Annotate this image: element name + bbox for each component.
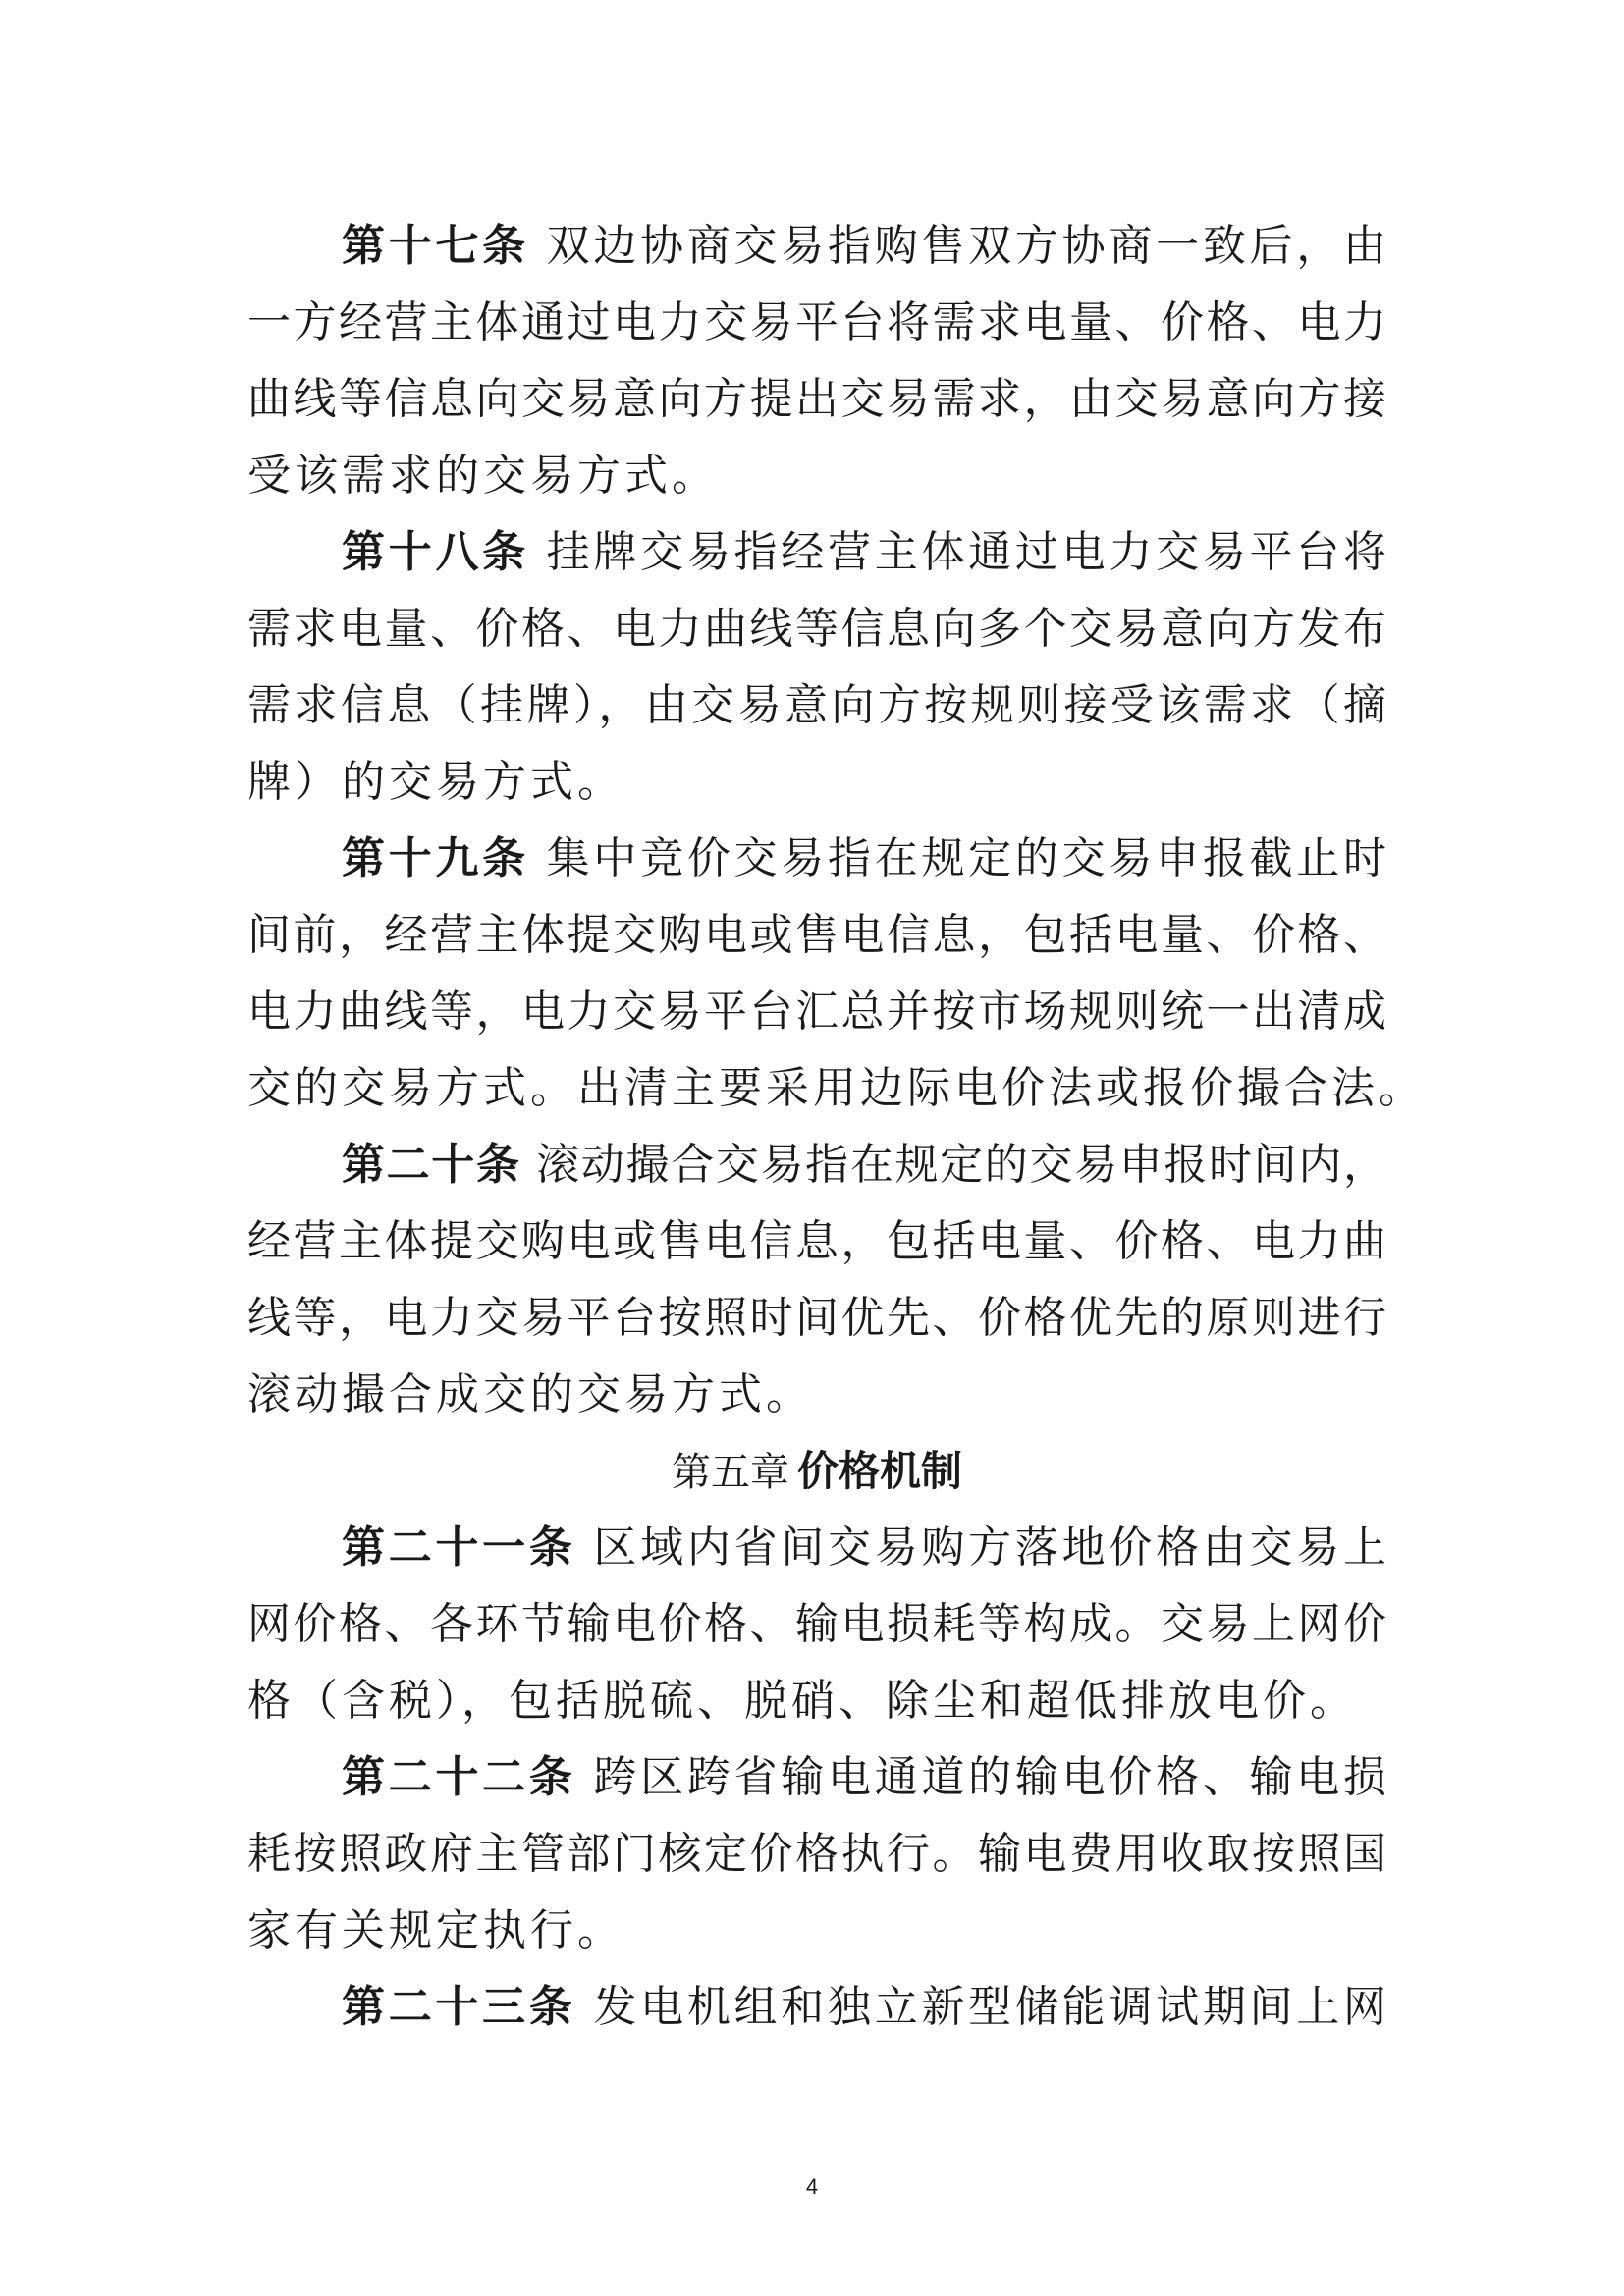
article-18-line-4: 牌）的交易方式。 xyxy=(247,757,624,807)
article-19-line-4: 交的交易方式。出清主要采用边际电价法或报价撮合法。 xyxy=(247,1063,1426,1113)
article-18-line-3: 需求信息（挂牌），由交易意向方按规则接受该需求（摘 xyxy=(247,680,1386,730)
article-22-title: 第二十二条 xyxy=(342,1752,576,1802)
article-19-line-3: 电力曲线等，电力交易平台汇总并按市场规则统一出清成 xyxy=(247,987,1386,1037)
article-18-line-1 xyxy=(342,523,1386,582)
article-20-text-1: 滚动撮合交易指在规定的交易申报时间内， xyxy=(536,1140,1386,1190)
article-17-line-4: 受该需求的交易方式。 xyxy=(247,451,719,501)
article-17-line-2: 一方经营主体通过电力交易平台将需求电量、价格、电力 xyxy=(247,297,1386,347)
article-19-line-1 xyxy=(342,829,1386,888)
article-17-line-1 xyxy=(342,217,1386,276)
article-17-line-3: 曲线等信息向交易意向方提出交易需求，由交易意向方接 xyxy=(247,374,1386,424)
article-22-text-1: 跨区跨省输电通道的输电价格、输电损 xyxy=(593,1752,1386,1802)
article-17-title: 第十七条 xyxy=(342,221,529,271)
article-22-line-2: 耗按照政府主管部门核定价格执行。输电费用收取按照国 xyxy=(247,1829,1386,1879)
article-21-line-2: 网价格、各环节输电价格、输电损耗等构成。交易上网价 xyxy=(247,1599,1386,1649)
article-22-line-1 xyxy=(342,1748,1386,1807)
article-21-text-1: 区域内省间交易购方落地价格由交易上 xyxy=(593,1522,1386,1573)
article-17-text-1: 双边协商交易指购售双方协商一致后，由 xyxy=(546,221,1387,271)
article-21-line-3: 格（含税），包括脱硫、脱硝、除尘和超低排放电价。 xyxy=(247,1676,1357,1726)
article-21-line-1 xyxy=(342,1519,1386,1577)
article-20-line-2: 经营主体提交购电或售电信息，包括电量、价格、电力曲 xyxy=(247,1216,1386,1266)
chapter-number: 第五章 xyxy=(671,1450,789,1495)
chapter-name: 价格机制 xyxy=(796,1447,962,1495)
article-18-title: 第十八条 xyxy=(342,527,529,577)
article-18-line-2: 需求电量、价格、电力曲线等信息向多个交易意向方发布 xyxy=(247,604,1386,654)
article-21-title: 第二十一条 xyxy=(342,1522,576,1573)
article-19-text-1: 集中竞价交易指在规定的交易申报截止时 xyxy=(546,833,1387,883)
chapter-heading xyxy=(247,1442,1386,1501)
article-23-title: 第二十三条 xyxy=(342,1982,576,2032)
article-20-line-3: 线等，电力交易平台按照时间优先、价格优先的原则进行 xyxy=(247,1293,1386,1343)
article-18-text-1: 挂牌交易指经营主体通过电力交易平台将 xyxy=(546,527,1387,577)
article-19-title: 第十九条 xyxy=(342,833,529,883)
article-23-text-1: 发电机组和独立新型储能调试期间上网 xyxy=(593,1982,1386,2032)
article-20-title: 第二十条 xyxy=(342,1140,521,1190)
article-23-line-1 xyxy=(342,1978,1386,2037)
article-22-line-3: 家有关规定执行。 xyxy=(247,1905,624,1955)
page-number: 4 xyxy=(805,2174,819,2199)
article-20-line-1 xyxy=(342,1136,1386,1195)
article-19-line-2: 间前，经营主体提交购电或售电信息，包括电量、价格、 xyxy=(247,910,1386,960)
article-20-line-4: 滚动撮合成交的交易方式。 xyxy=(247,1369,813,1419)
